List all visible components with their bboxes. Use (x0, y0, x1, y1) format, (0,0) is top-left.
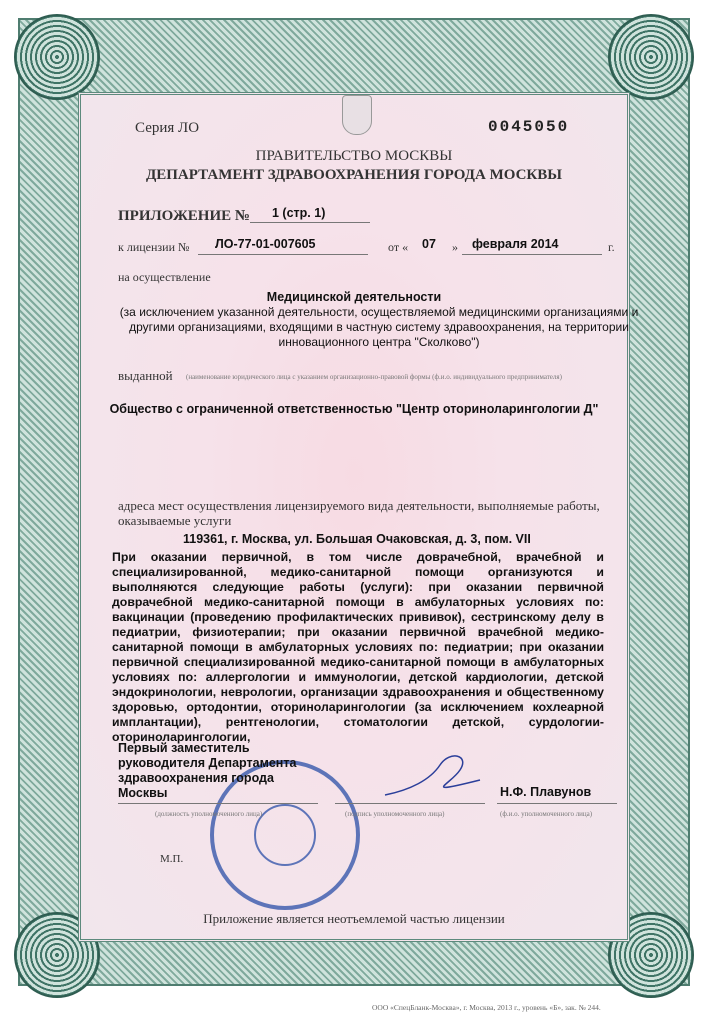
activity-note: (за исключением указанной деятельности, осуществляемой медицинскими организациями и другими организациями, входящими в частную систему здравоохранения, на территории инновационного центра "Сколково") (119, 305, 639, 349)
issued-label: выданной (118, 368, 173, 383)
license-day: 07 (422, 237, 436, 251)
series-label: Серия ЛО (135, 120, 200, 136)
signature-hint: (подпись уполномоченного лица) (345, 810, 445, 818)
printer-info: ООО «СпецБланк-Москва», г. Москва, 2013 г., уровень «Б», зак. № 244. (372, 1003, 601, 1012)
license-month-year: февраля 2014 (472, 237, 559, 251)
year-suffix: г. (608, 240, 615, 254)
license-number: ЛО-77-01-007605 (215, 237, 316, 251)
coat-of-arms-icon (342, 95, 372, 135)
issued-hint: (наименование юридического лица с указанием организационно-правовой формы (ф.и.о. индивидуального предпринимателя) (186, 373, 562, 381)
licensee-name: Общество с ограниченной ответственностью "Центр оториноларингологии Д" (109, 402, 599, 416)
government-title: ПРАВИТЕЛЬСТВО МОСКВЫ (255, 148, 453, 164)
address-label: адреса мест осуществления лицензируемого вида деятельности, выполняемые работы, оказываемые услуги (118, 498, 600, 528)
appendix-number: 1 (стр. 1) (272, 206, 326, 220)
activity-label: на осуществление (118, 270, 211, 284)
footer-note: Приложение является неотъемлемой частью лицензии (203, 911, 505, 926)
address-value: 119361, г. Москва, ул. Большая Очаковская, д. 3, пом. VII (183, 532, 531, 546)
date-close: » (452, 240, 458, 254)
seal-place: М.П. (160, 853, 184, 865)
signature-mark (380, 750, 490, 805)
services-text: При оказании первичной, в том числе доврачебной, врачебной и специализированной, медико-санитарной помощи организуются и выполняются следующие работы (услуги): при оказании первичной доврачебной медико-санитарной помощи в амбулаторных условиях по: вакцинации (проведению профилактических прививок), сестринскому делу в педиатрии, физиотерапии; при оказании первичной врачебной медико-санитарной помощи в амбулаторных условиях по: педиатрии; при оказании первичной специализированной медико-санитарной помощи в амбулаторных условиях по: аллергологии и иммунологии, детской кардиологии, детской эндокринологии, неврологии, организации здравоохранения и общественному здоровью, ортодонтии, оториноларингологии (за исключением кохлеарной имплантации), рентгенологии, стоматологии детской, сурдологии-оториноларингологии, (112, 550, 604, 744)
name-hint: (ф.и.о. уполномоченного лица) (500, 810, 593, 818)
corner-rosette (608, 14, 694, 100)
form-number: 0045050 (488, 118, 570, 136)
license-label: к лицензии № (118, 240, 190, 254)
corner-rosette (14, 14, 100, 100)
appendix-label: ПРИЛОЖЕНИЕ № (118, 208, 250, 224)
date-open: от « (388, 240, 409, 254)
department-title: ДЕПАРТАМЕНТ ЗДРАВООХРАНЕНИЯ ГОРОДА МОСКВЫ (145, 167, 563, 183)
signatory-name: Н.Ф. Плавунов (500, 785, 592, 799)
signatory-position: Первый заместитель руководителя Департамента здравоохранения города Москвы (118, 741, 297, 800)
activity-title: Медицинской деятельности (266, 290, 442, 304)
position-hint: (должность уполномоченного лица) (155, 810, 263, 818)
